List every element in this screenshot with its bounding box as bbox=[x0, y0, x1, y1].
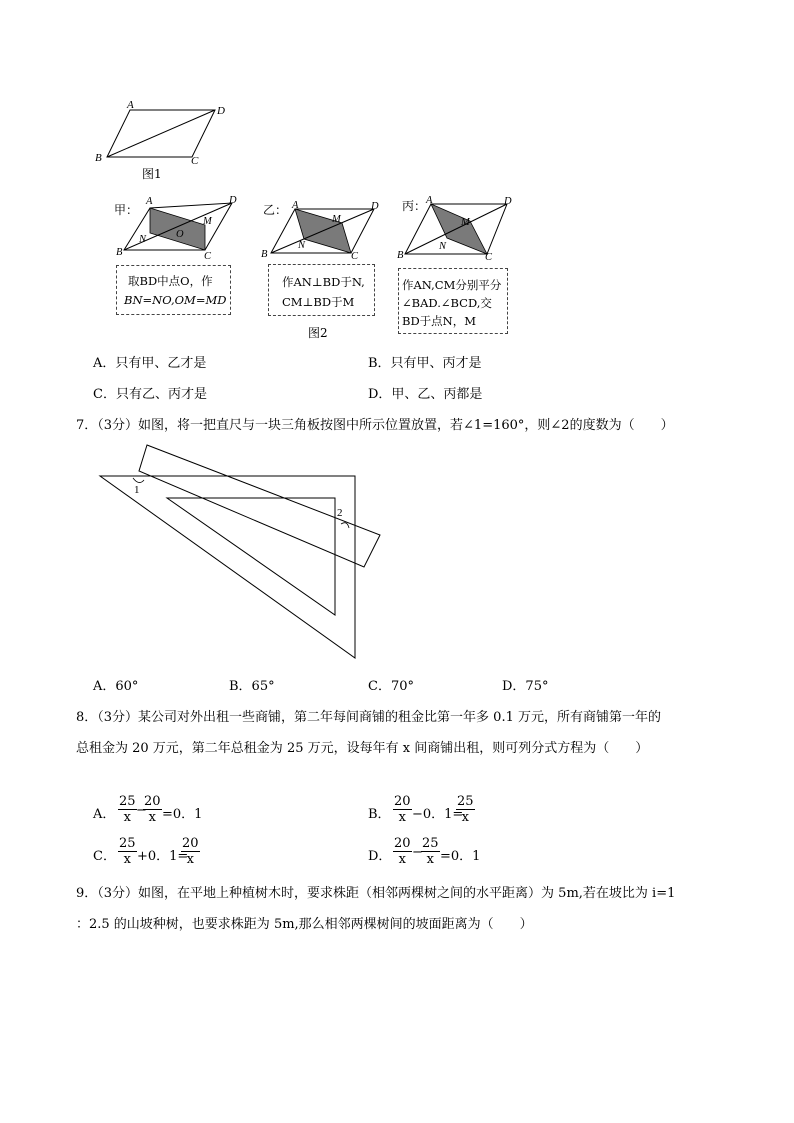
yi-label-c: C bbox=[351, 251, 359, 262]
yi-box-line1: 作AN⊥BD于N, bbox=[282, 275, 365, 289]
q8-a-prefix: A． bbox=[93, 807, 116, 822]
label-c: C bbox=[191, 155, 199, 167]
yi-label-n: N bbox=[298, 240, 306, 251]
figure-bing bbox=[395, 192, 525, 262]
label-b: B bbox=[95, 152, 102, 164]
q7-option-a[interactable]: A．60° bbox=[93, 679, 139, 694]
q7-figure-ruler-triangle bbox=[95, 440, 390, 665]
figure-jia bbox=[112, 192, 247, 260]
q6-option-d[interactable]: D．甲、乙、丙都是 bbox=[368, 387, 483, 402]
jia-label-n: N bbox=[139, 234, 147, 245]
q8-d-prefix: D． bbox=[368, 849, 392, 864]
triangle-outer bbox=[100, 476, 355, 658]
q8-option-c[interactable] bbox=[93, 836, 243, 872]
q7-option-b[interactable]: B．65° bbox=[229, 679, 275, 694]
bing-label-n: N bbox=[439, 241, 447, 252]
q9-stem-line1: 9．（3分）如图，在平地上种植树木时，要求株距（相邻两棵树之间的水平距离）为 5m,若在坡比为 i=1 bbox=[76, 886, 676, 901]
q8-a-fraction-1: $\frac{25}{x}$ bbox=[119, 794, 136, 825]
jia-label-a: A bbox=[146, 196, 153, 207]
q8-option-d[interactable] bbox=[368, 836, 518, 872]
ruler bbox=[139, 445, 380, 567]
jia-label-o: O bbox=[176, 229, 184, 240]
jia-label-m: M bbox=[203, 216, 212, 227]
yi-label-b: B bbox=[261, 249, 268, 260]
q8-c-op: +0．1= bbox=[137, 849, 189, 864]
jia-title: 甲： bbox=[114, 203, 139, 217]
q8-d-rhs: =0．1 bbox=[440, 849, 481, 864]
q8-stem-line1: 8．（3分）某公司对外出租一些商铺，第二年每间商铺的租金比第一年多 0.1 万元，所有商铺第一年的 bbox=[76, 710, 661, 725]
diagonal-bd bbox=[107, 110, 215, 157]
yi-label-d: D bbox=[371, 201, 379, 212]
bing-label-d: D bbox=[504, 196, 512, 207]
yi-box-line2: CM⊥BD于M bbox=[282, 295, 355, 309]
angle-2-label: 2 bbox=[337, 507, 343, 519]
jia-box-line1: 取BD中点O，作 bbox=[128, 274, 213, 288]
q6-option-c[interactable]: C．只有乙、丙才是 bbox=[93, 387, 207, 402]
bing-box-line2: ∠BAD.∠BCD,交 bbox=[402, 296, 492, 310]
yi-title: 乙： bbox=[263, 203, 288, 217]
q8-b-fraction-2: $\frac{25}{x}$ bbox=[457, 794, 474, 825]
yi-label-m: M bbox=[332, 214, 341, 225]
q8-a-fraction-2: $\frac{20}{x}$ bbox=[144, 794, 161, 825]
q9-stem-line2: ：2.5 的山坡种树，也要求株距为 5m,那么相邻两棵树间的坡面距离为（ ） bbox=[76, 917, 533, 932]
q8-option-a[interactable] bbox=[93, 794, 243, 830]
triangle-inner bbox=[167, 498, 335, 615]
q6-option-b[interactable]: B．只有甲、丙才是 bbox=[368, 356, 482, 371]
q8-a-rhs: =0．1 bbox=[162, 807, 203, 822]
bing-label-m: M bbox=[461, 217, 470, 228]
yi-label-a: A bbox=[292, 200, 299, 211]
q8-c-fraction-2: $\frac{20}{x}$ bbox=[182, 836, 199, 867]
q8-b-fraction-1: $\frac{20}{x}$ bbox=[394, 794, 411, 825]
angle-1-label: 1 bbox=[134, 484, 140, 496]
bing-diagonal-bd bbox=[405, 204, 507, 254]
bing-box-line1: 作AN,CM分别平分 bbox=[402, 278, 502, 292]
q8-a-op: − bbox=[136, 803, 147, 818]
q7-stem: 7．（3分）如图，将一把直尺与一块三角板按图中所示位置放置，若∠1=160°，则∠2的度数为（ ） bbox=[76, 418, 674, 433]
bing-label-c: C bbox=[485, 252, 493, 262]
jia-label-d: D bbox=[229, 195, 237, 206]
bing-label-b: B bbox=[397, 250, 404, 261]
bing-box-line3: BD于点N，M bbox=[402, 314, 477, 328]
q8-c-prefix: C． bbox=[93, 849, 116, 864]
q8-c-fraction-1: $\frac{25}{x}$ bbox=[119, 836, 136, 867]
jia-label-c: C bbox=[204, 251, 212, 260]
q8-stem-line2: 总租金为 20 万元，第二年总租金为 25 万元，设每年有 x 间商铺出租，则可列分式方程为（ ） bbox=[76, 741, 649, 756]
q8-option-b[interactable] bbox=[368, 794, 518, 830]
q7-option-d[interactable]: D．75° bbox=[502, 679, 549, 694]
figure-yi bbox=[258, 195, 388, 263]
angle-2-arc bbox=[341, 523, 349, 528]
label-d: D bbox=[217, 105, 225, 117]
label-a: A bbox=[127, 99, 134, 111]
figure2-caption: 图2 bbox=[308, 326, 328, 340]
angle-1-arc bbox=[133, 478, 144, 483]
yi-diagonal-bd bbox=[271, 209, 374, 253]
q6-option-a[interactable]: A．只有甲、乙才是 bbox=[93, 356, 207, 371]
bing-title: 丙： bbox=[402, 199, 427, 213]
q8-b-op: −0．1= bbox=[412, 807, 464, 822]
jia-label-b: B bbox=[116, 247, 123, 258]
q8-d-op: − bbox=[412, 845, 423, 860]
q8-b-prefix: B． bbox=[368, 807, 391, 822]
q7-option-c[interactable]: C．70° bbox=[368, 679, 414, 694]
jia-box-line2: BN=NO,OM=MD bbox=[124, 293, 227, 307]
figure1-caption: 图1 bbox=[142, 167, 162, 181]
q8-d-fraction-1: $\frac{20}{x}$ bbox=[394, 836, 411, 867]
bing-label-a: A bbox=[426, 195, 433, 206]
q8-d-fraction-2: $\frac{25}{x}$ bbox=[422, 836, 439, 867]
